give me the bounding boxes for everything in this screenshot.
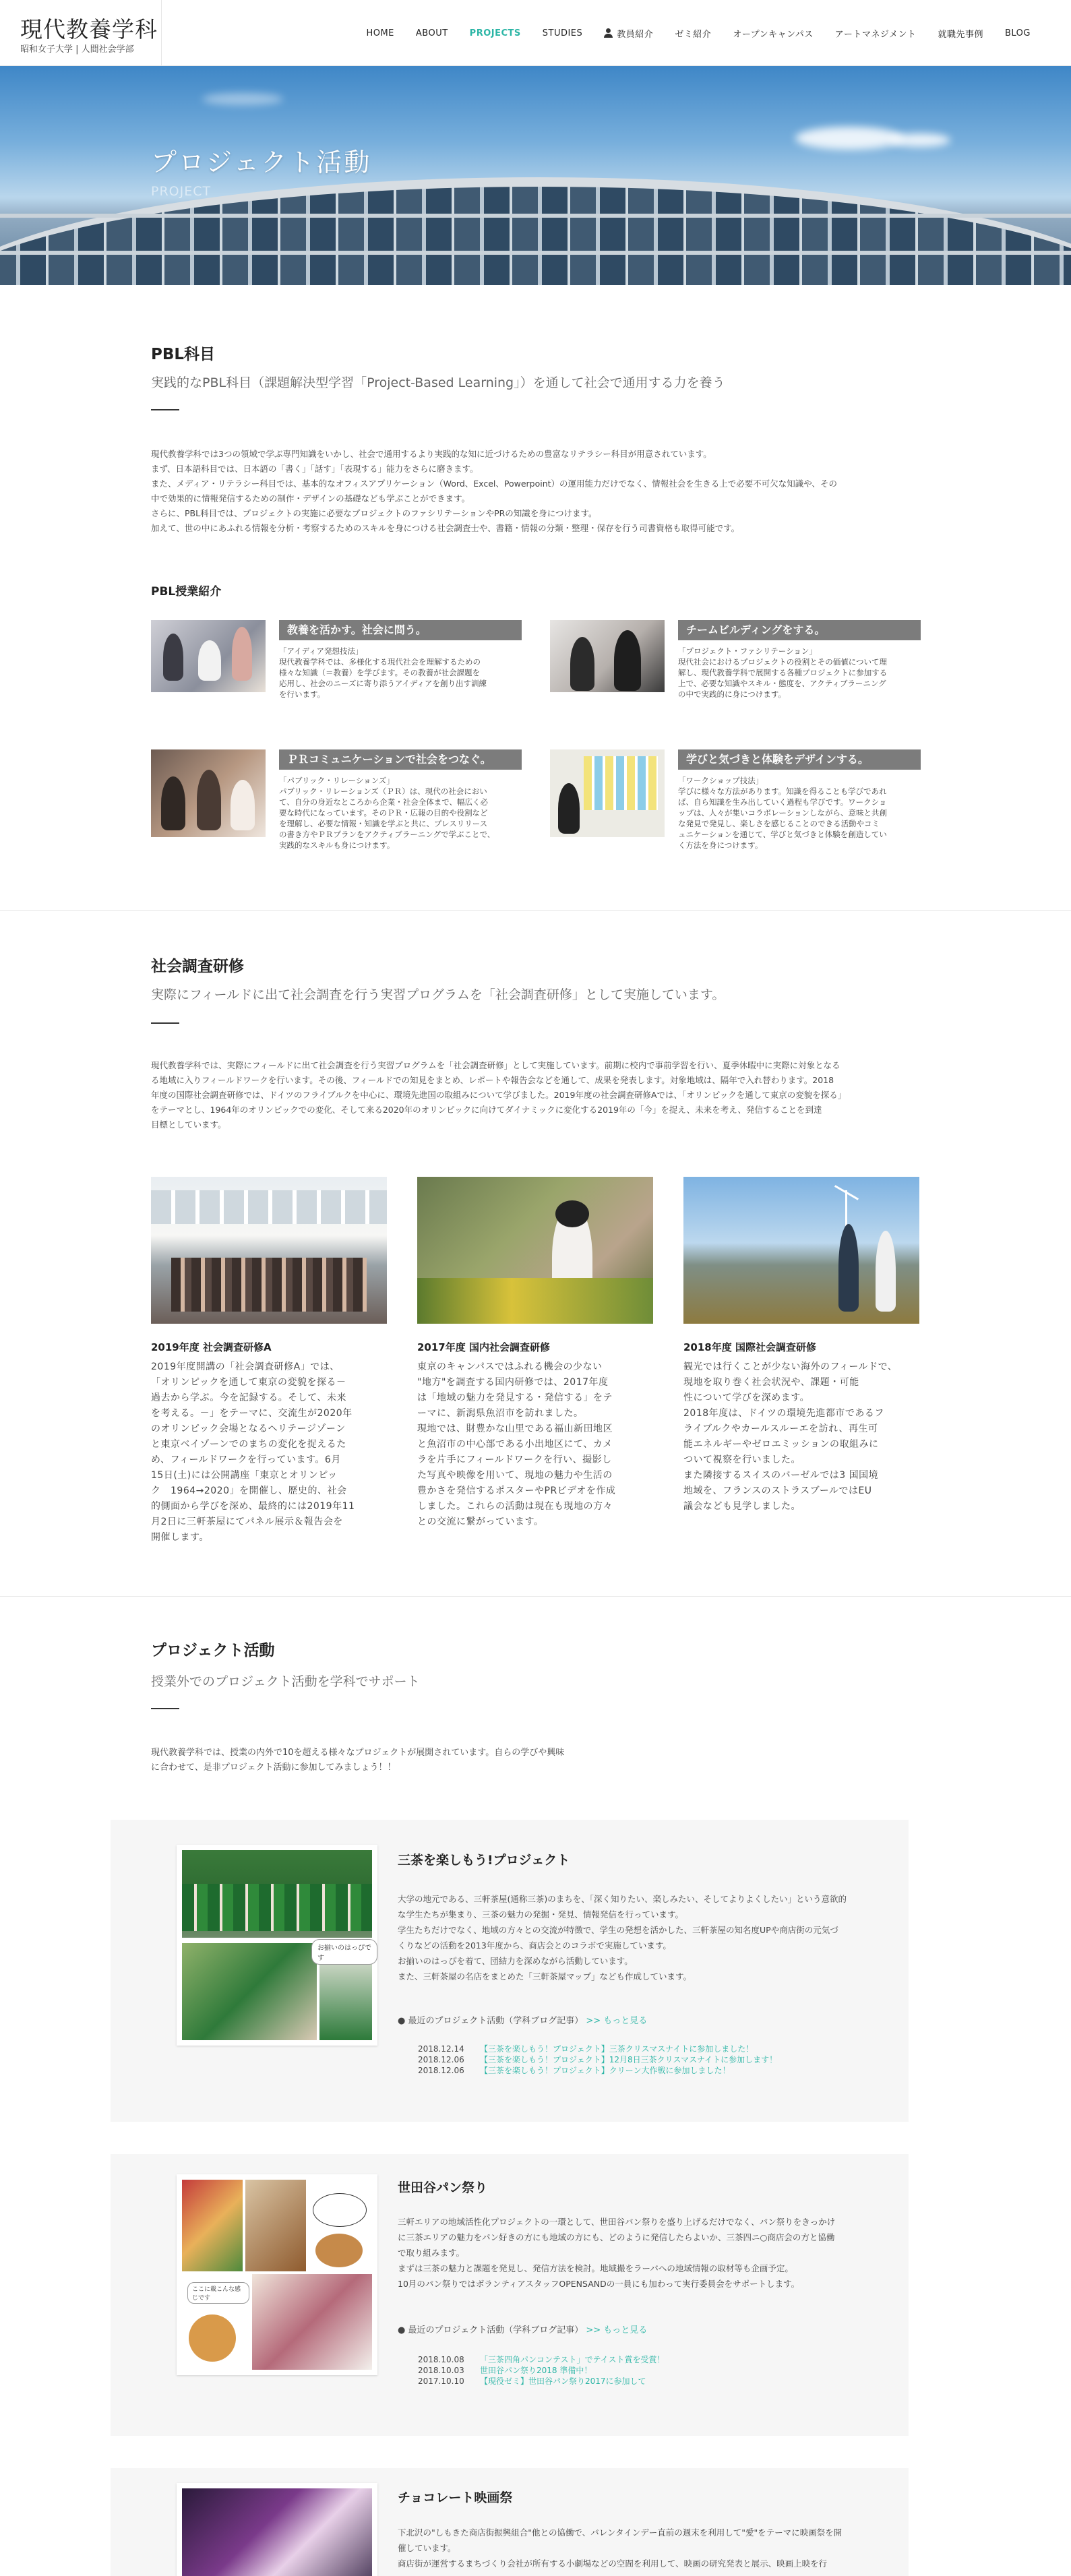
research-rule (151, 1022, 179, 1024)
class-photo (550, 749, 665, 837)
card-tag: チームビルディングをする。 (678, 620, 921, 640)
research-heading: 社会調査研修 (151, 958, 244, 975)
research-title: 2019年度 社会調査研修A (151, 1341, 272, 1353)
class-photo (151, 620, 266, 692)
nav-about[interactable]: ABOUT (415, 28, 448, 38)
nav-blog[interactable]: BLOG (1004, 28, 1031, 38)
news-item[interactable]: 2018.12.14 【三茶を楽しもう！プロジェクト】三茶クリスマスナイトに参加しました！ (418, 2044, 754, 2054)
section-divider (0, 910, 1071, 911)
card-text: 「ワークショップ技法」 学びに様々な方法があります。知識を得ることも学びであれ ば、自ら知識を生み出していく過程も学びです。ワークショ ップは、人々が集いコラボレーションしながら、意味と共創 な発見で発見し、楽しさを感じることのできる活動やコミ ュニケーションを通じて、学びと気づきと体験を創造してい く方法を身につけます。 (678, 776, 888, 850)
cloud (795, 127, 903, 150)
logo-subtitle: 昭和女子大学 | 人間社会学部 (20, 44, 134, 55)
blog-link[interactable]: ● 最近のプロジェクト活動（学科ブログ記事） >> もっと見る (398, 2016, 648, 2026)
research-text: 観光では行くことが少ない海外のフィールドで、 現地を取り巻く社会状況や、課題・可能 性について学びを深めます。 2018年度は、ドイツの環境先進都市であるフ ライブルクやカールスルーエを訪れ、再生可 能エネルギーやゼロエミッションの取組みに ついて視察を行いました。 また隣接するスイスのバーゼルでは3 国国境 地域を、フランスのストラスブールではEU 議会なども見学しました。 (683, 1361, 898, 1512)
card-tag: ＰＲコミュニケーションで社会をつなぐ。 (279, 749, 522, 770)
photo-caption: お揃いのはっぴです (311, 1939, 377, 1965)
nav-faculty[interactable] (604, 27, 653, 40)
class-photo (550, 620, 665, 692)
card-tag: 学びと気づきと体験をデザインする。 (678, 749, 921, 770)
pbl-rule (151, 409, 179, 410)
project-title: 三茶を楽しもう!プロジェクト (398, 1853, 570, 1868)
news-item[interactable]: 2017.10.10 【現役ゼミ】世田谷パン祭り2017に参加して (418, 2376, 646, 2386)
projects-paragraph: 現代教養学科では、授業の内外で10を超える様々なプロジェクトが展開されています。自らの学びや興味 に合わせて、是非プロジェクト活動に参加してみましょう！！ (151, 1748, 565, 1773)
section-divider (0, 1596, 1071, 1597)
site-logo[interactable] (0, 0, 162, 66)
project-photo (177, 2483, 377, 2576)
blog-link[interactable]: ● 最近のプロジェクト活動（学科ブログ記事） >> もっと見る (398, 2325, 648, 2335)
project-text: 三軒エリアの地域活性化プロジェクトの一環として、世田谷パン祭りを盛り上げるだけでなく、パン祭りをきっかけ に三茶エリアの魅力をパン好きの方にも地域の方にも、どのように発信したらよいか、三茶四ニ○商店会の方と協働 で取り組みます。 まずは三茶の魅力と課題を発見し、発信方法を検討。地域撮をラーバへの地域情報の取材等も企画予定。 10月のパン祭りではボランティアスタッフOPENSANDの一員にも加わって実行委員会をサポートします。 (398, 2217, 836, 2289)
nav-art-management[interactable]: アートマネジメント (834, 29, 917, 40)
project-text: 下北沢の"しもきた商店街振興組合"他との協働で、バレンタインデー直前の週末を利用して"愛"をテーマに映画祭を開 催しています。 商店街が運営するまちづくり会社が所有する小劇場などの空間を利用して、映画の研究発表と展示、映画上映を行 (398, 2527, 843, 2569)
research-text: 東京のキャンパスではふれる機会の少ない "地方"を調査する国内研修では、2017年度 は「地域の魅力を発見する・発信する」をテ ーマに、新潟県魚沼市を訪れました。 現地では、財豊かな山里である福山新田地区 と魚沼市の中心部である小出地区にて、カメ ラを片手にフィールドワークを行い、撮影し た写真や映像を用いて、現地の魅力や生活の 豊かさを発信するポスターやPRビデオを作成 しました。これらの活動は現在も現地の方々 との交流に繋がっています。 (417, 1361, 616, 1527)
project-title: チョコレート映画祭 (398, 2490, 513, 2505)
cloud (202, 93, 283, 105)
pbl-subheading: PBL授業紹介 (151, 585, 222, 599)
nav-home[interactable]: HOME (366, 28, 394, 38)
research-item (151, 1177, 387, 1545)
pbl-card (550, 620, 921, 728)
pbl-card (151, 749, 522, 871)
hero-title: プロジェクト活動 (151, 148, 372, 177)
project-text: 大学の地元である、三軒茶屋(通称三茶)のまちを、「深く知りたい、楽しみたい、そしてよりよくしたい」という意欲的 な学生たちが集まり、三茶の魅力の発掘・発見、情報発信を行っています。 学生たちだけでなく、地域の方々との交流が特徴で、学生の発想を活かした、三軒茶屋の知名度UPや商店街の元気づ くりなどの活動を2013年度から、商店会とのコラボで実施しています。 お揃いのはっぴを着て、団結力を深めながら活動しています。 また、三軒茶屋の名店をまとめた「三軒茶屋マップ」なども作成しています。 (398, 1894, 847, 1982)
nav-studies[interactable]: STUDIES (542, 28, 583, 38)
pbl-heading: PBL科目 (151, 346, 216, 363)
project-photo (177, 1845, 377, 2046)
project-title: 世田谷パン祭り (398, 2180, 488, 2195)
project-photo (177, 2174, 377, 2375)
pbl-card (550, 749, 921, 871)
card-text: 「パブリック・リレーションズ」 パブリック・リレーションズ（ＰＲ）は、現代の社会におい て、自分の身近なところから企業・社会全体まで、幅広く必 要な時代になっています。そのＰＲ・広報の目的や役割など を理解し、必要な情報・知識を学ぶと共に、プレスリリース の書き方やＰＲプランをアクティブラーニングで学ぶことで、 実践的なスキルも身につけます。 (279, 776, 495, 850)
news-item[interactable]: 2018.10.03 世田谷パン祭り2018 準備中！ (418, 2366, 592, 2375)
research-text: 2019年度開講の「社会調査研修A」では、 「オリンピックを通して東京の変貌を探る－ 過去から学ぶ。今を記録する。そして、未来 を考える。－」をテーマに、交流生が2020年 のオリンピック会場となるヘリテージゾーン と東京ベイゾーンでのまちの変化を捉えるた め、フィールドワークを行っています。6月 15日(土)には公開講座「東京とオリンピッ ク 1964→2020」を開催し、歴史的、社会 的側面から学びを深め、最終的には2019年11 月2日に三軒茶屋にてパネル展示＆報告会を 開催します。 (151, 1361, 355, 1543)
nav-projects[interactable]: PROJECTS (469, 28, 521, 38)
research-lead: 実際にフィールドに出て社会調査を行う実習プログラムを「社会調査研修」として実施しています。 (151, 987, 725, 1002)
nav-open-campus[interactable]: オープンキャンパス (733, 29, 814, 40)
nav-careers[interactable]: 就職先事例 (938, 29, 983, 40)
cloud (890, 133, 950, 147)
main-nav (344, 0, 1031, 66)
news-item[interactable]: 2018.12.06 【三茶を楽しもう！プロジェクト】12月8日三茶クリスマスナイトに参加します！ (418, 2055, 778, 2064)
nav-seminars[interactable]: ゼミ紹介 (675, 29, 712, 40)
research-photo (417, 1177, 653, 1324)
class-photo (151, 749, 266, 837)
pbl-lead: 実践的なPBL科目（課題解決型学習「Project-Based Learning」）を通して社会で通用する力を養う (151, 375, 725, 390)
logo-title: 現代教養学科 (20, 16, 158, 42)
projects-rule (151, 1708, 179, 1709)
research-photo (151, 1177, 387, 1324)
projects-lead: 授業外でのプロジェクト活動を学科でサポート (151, 1674, 420, 1689)
news-item[interactable]: 2018.12.06 【三茶を楽しもう！プロジェクト】クリーン大作戦に参加しました！ (418, 2066, 731, 2075)
research-title: 2017年度 国内社会調査研修 (417, 1341, 550, 1353)
research-item (417, 1177, 653, 1530)
news-list (418, 2044, 777, 2076)
hero-banner (0, 66, 1071, 285)
research-paragraph: 現代教養学科では、実際にフィールドに出て社会調査を行う実習プログラムを「社会調査研修」として実施しています。前期に校内で事前学習を行い、夏季休暇中に実際に対象となる る地域に入りフィールドワークを行います。その後、フィールドでの知見をまとめ、レポートや報告会などを通して、成果を発表します。対象地域は、隔年で入れ替わります。2018 年度の国際社会調査研修では、ドイツのフライブルクを中心に、環境先進国の取組みについて学びました。2019年度の社会調査研修Aでは、「オリンピックを通して東京の変貌を探る」 をテーマとし、1964年のオリンピックでの変化、そして来る2020年のオリンピックに向けてダイナミックに変化する2019年の「今」を捉え、未来を考え、発信することを到達 目標としています。 (151, 1060, 847, 1130)
photo-caption: ここに載こんな感じです (187, 2282, 249, 2304)
research-photo (683, 1177, 919, 1324)
research-title: 2018年度 国際社会調査研修 (683, 1341, 816, 1353)
news-list (418, 2354, 665, 2387)
card-text: 「プロジェクト・ファシリテーション」 現代社会におけるプロジェクトの役割とその価値について理 解し、現代教養学科で展開する各種プロジェクトに参加する 上で、必要な知識やスキル・態度を、アクティブラーニング の中で実践的に身につけます。 (678, 646, 888, 699)
news-item[interactable]: 2018.10.08 「三茶四角パンコンテスト」でテイスト賞を受賞！ (418, 2355, 665, 2364)
card-tag: 教養を活かす。社会に問う。 (279, 620, 522, 640)
card-text: 「アイディア発想技法」 現代教養学科では、多様化する現代社会を理解するための 様々な知識（＝教養）を学びます。その教養が社会課題を 応用し、社会のニーズに寄り添うアイディアを創り出す訓練 を行います。 (279, 646, 487, 699)
person-icon (604, 28, 613, 38)
nav-faculty-label: 教員紹介 (617, 29, 654, 40)
hero-subtitle: PROJECT (151, 184, 212, 199)
projects-heading: プロジェクト活動 (151, 1642, 275, 1659)
site-header (0, 0, 1071, 66)
pbl-card (151, 620, 522, 728)
pbl-paragraph: 現代教養学科では3つの領域で学ぶ専門知識をいかし、社会で通用するより実践的な知に近づけるための豊富なリテラシー科目が用意されています。 まず、日本語科目では、日本語の「書く」「話す」「表現する」能力をさらに磨きます。 また、メディア・リテラシー科目では、基本的なオフィスアプリケーション（Word、Excel、Powerpoint）の運用能力だけでなく、情報社会を生きる上で必要不可欠な知識や、その 中で効果的に情報発信するための制作・デザインの基礎なども学ぶことができます。 さらに、PBL科目では、プロジェクトの実施に必要なプロジェクトのファシリテーションやPRの知識を身につけます。 加えて、世の中にあふれる情報を分析・考察するためのスキルを身につける社会調査士や、書籍・情報の分類・整理・保存を行う司書資格も取得可能です。 (151, 449, 838, 533)
research-item (683, 1177, 919, 1514)
